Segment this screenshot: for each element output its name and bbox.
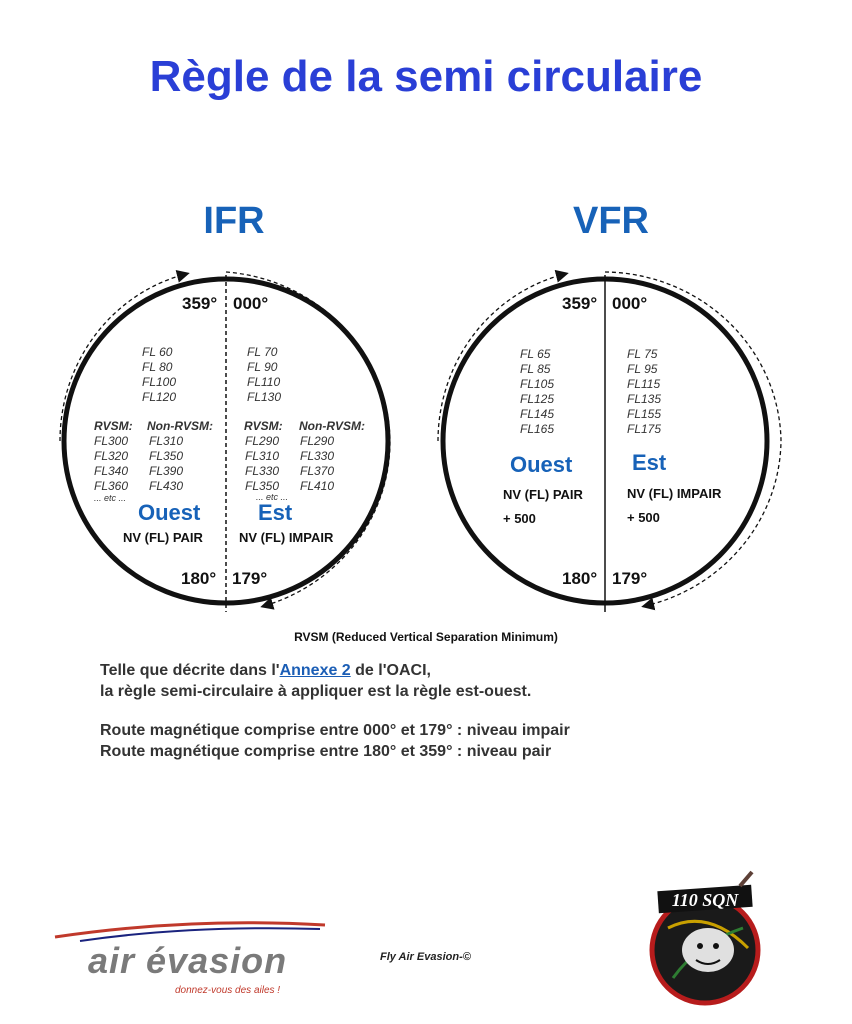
vfr-east-level: FL 75 (627, 347, 658, 361)
intro-paragraph (100, 660, 531, 702)
badge-text: 110 SQN (671, 890, 739, 910)
ifr-deg-359: 359° (182, 294, 218, 313)
ifr-deg-000: 000° (233, 294, 269, 313)
ifr-east-level: FL 70 (247, 345, 278, 359)
ifr-east-nonrvsm-head: Non-RVSM: (299, 419, 365, 433)
vfr-deg-179: 179° (612, 569, 648, 588)
rule-paragraph (100, 720, 570, 762)
ifr-east-level: FL130 (247, 390, 282, 404)
ifr-etc-west: ... etc ... (94, 493, 127, 503)
ifr-deg-180: 180° (181, 569, 217, 588)
vfr-title: VFR (573, 200, 649, 242)
ifr-east-level: FL 90 (247, 360, 278, 374)
vfr-west-nv: NV (FL) PAIR (503, 487, 583, 502)
ifr-west-nonrvsm: FL430 (149, 479, 184, 493)
intro-line-1-post: de l'OACI, (350, 662, 431, 679)
rvsm-note: RVSM (Reduced Vertical Separation Minimum) (294, 630, 558, 644)
vfr-east-nv: NV (FL) IMPAIR (627, 486, 722, 501)
vfr-west-level: FL 85 (520, 362, 551, 376)
vfr-deg-180: 180° (562, 569, 598, 588)
ifr-east-nv: NV (FL) IMPAIR (239, 530, 334, 545)
ifr-title: IFR (203, 200, 265, 242)
vfr-east-label: Est (632, 450, 667, 475)
vfr-west-plus: + 500 (503, 511, 536, 526)
ifr-east-nonrvsm: FL410 (300, 479, 335, 493)
vfr-west-label: Ouest (510, 452, 573, 477)
ifr-east-level: FL110 (247, 375, 281, 389)
ifr-etc-east: ... etc ... (256, 492, 289, 502)
vfr-diagram (438, 272, 781, 612)
footer-copyright: Fly Air Evasion-© (380, 951, 471, 963)
ifr-west-rvsm: FL300 (94, 434, 129, 448)
intro-line-2: la règle semi-circulaire à appliquer est la règle est-ouest. (100, 683, 532, 700)
ifr-east-nonrvsm: FL370 (300, 464, 335, 478)
squadron-badge-icon (648, 868, 763, 1008)
ifr-east-label: Est (258, 500, 293, 525)
vfr-west-level: FL165 (520, 422, 555, 436)
vfr-arrow-bottom (605, 272, 781, 606)
ifr-west-level: FL120 (142, 390, 177, 404)
ifr-east-rvsm-head: RVSM: (244, 419, 283, 433)
ifr-deg-179: 179° (232, 569, 268, 588)
ifr-west-nv: NV (FL) PAIR (123, 530, 203, 545)
ifr-east-rvsm: FL350 (245, 479, 280, 493)
ifr-west-level: FL100 (142, 375, 177, 389)
ifr-diagram (60, 272, 390, 612)
ifr-east-nonrvsm: FL330 (300, 449, 335, 463)
ifr-east-rvsm: FL290 (245, 434, 280, 448)
intro-line-1 (100, 660, 531, 681)
ifr-west-level: FL 80 (142, 360, 173, 374)
vfr-deg-359: 359° (562, 294, 598, 313)
annexe-2-link[interactable]: Annexe 2 (279, 662, 351, 679)
intro-line-1-pre: Telle que décrite dans l' (100, 662, 280, 679)
air-evasion-tagline: donnez-vous des ailes ! (175, 985, 281, 996)
vfr-east-plus: + 500 (627, 510, 660, 525)
rule-line-odd: Route magnétique comprise entre 000° et 179° : niveau impair (100, 722, 570, 739)
ifr-west-nonrvsm-head: Non-RVSM: (147, 419, 213, 433)
vfr-east-level: FL115 (627, 377, 661, 391)
rule-line-even: Route magnétique comprise entre 180° et 359° : niveau pair (100, 743, 552, 760)
vfr-east-level: FL175 (627, 422, 662, 436)
ifr-east-rvsm: FL310 (245, 449, 280, 463)
ifr-west-rvsm: FL340 (94, 464, 129, 478)
ifr-west-label: Ouest (138, 500, 201, 525)
ifr-west-level: FL 60 (142, 345, 173, 359)
air-evasion-logo: air évasion (88, 940, 288, 981)
page-title: Règle de la semi circulaire (149, 52, 703, 101)
ifr-west-nonrvsm: FL310 (149, 434, 184, 448)
ifr-west-nonrvsm: FL390 (149, 464, 184, 478)
ifr-west-nonrvsm: FL350 (149, 449, 184, 463)
vfr-west-level: FL105 (520, 377, 555, 391)
ifr-west-rvsm-head: RVSM: (94, 419, 133, 433)
vfr-west-level: FL 65 (520, 347, 551, 361)
ifr-west-rvsm: FL360 (94, 479, 129, 493)
vfr-east-level: FL135 (627, 392, 662, 406)
ifr-west-rvsm: FL320 (94, 449, 129, 463)
vfr-east-level: FL 95 (627, 362, 658, 376)
vfr-east-level: FL155 (627, 407, 662, 421)
ifr-east-rvsm: FL330 (245, 464, 280, 478)
ifr-east-nonrvsm: FL290 (300, 434, 335, 448)
vfr-west-level: FL145 (520, 407, 555, 421)
vfr-west-level: FL125 (520, 392, 555, 406)
vfr-deg-000: 000° (612, 294, 648, 313)
